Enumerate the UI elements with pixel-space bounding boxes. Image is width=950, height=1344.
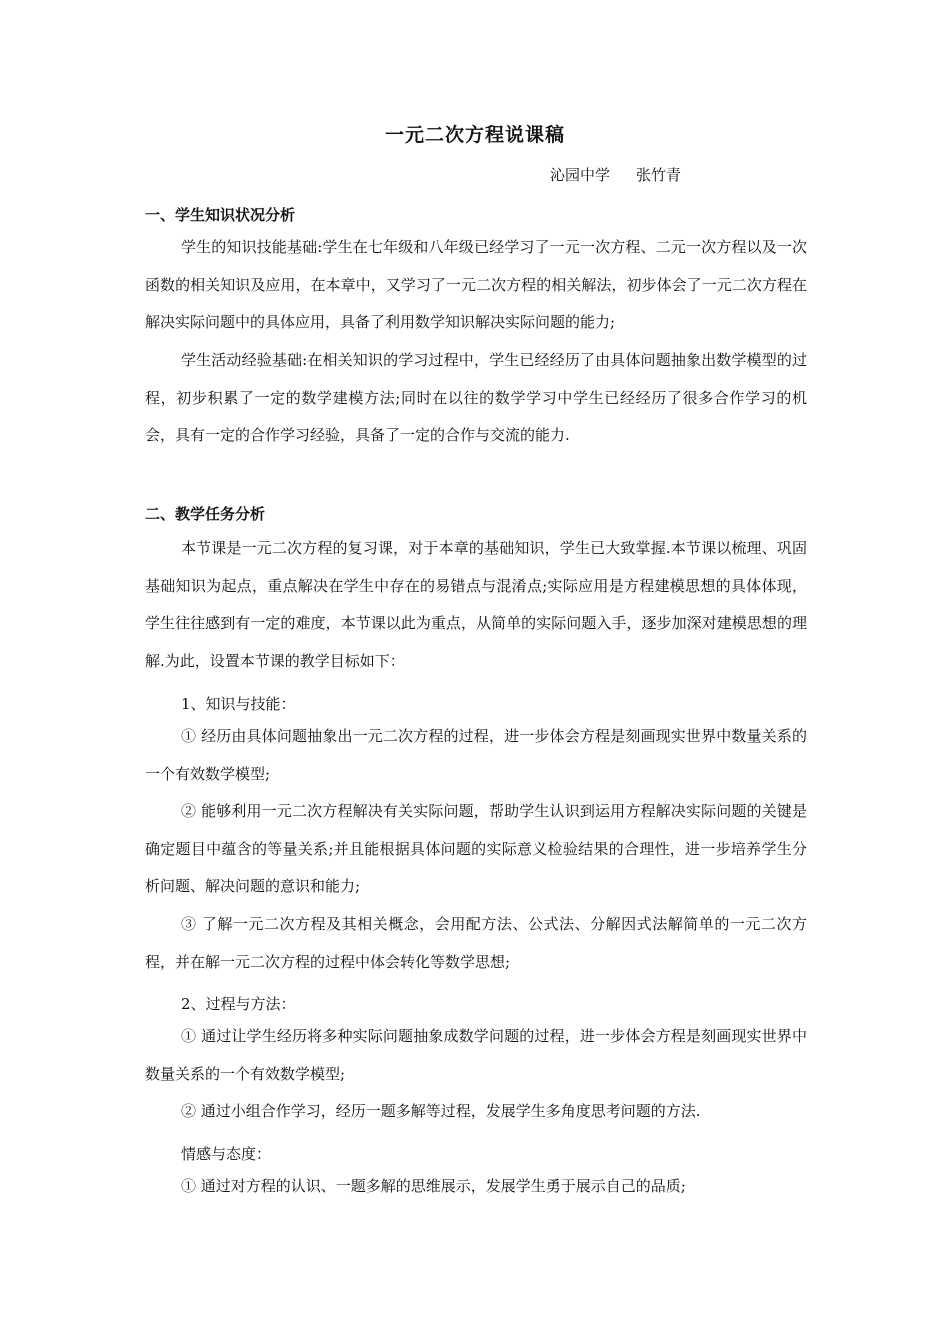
school-name: 沁园中学: [550, 166, 611, 184]
paragraph-knowledge-foundation: 学生的知识技能基础:学生在七年级和八年级已经学习了一元一次方程、二元一次方程以及一次函数的相关知识及应用，在本章中，又学习了一元二次方程的相关解法，初步体会了一元二次方程在解决实际问题中的具体应用，具备了利用数学知识解决实际问题的能力;: [145, 238, 807, 332]
document-title: 一元二次方程说课稿: [384, 124, 565, 146]
goal-item-process-2: ② 通过小组合作学习，经历一题多解等过程，发展学生多角度思考问题的方法.: [181, 1102, 701, 1120]
author-name: 张竹青: [636, 166, 682, 184]
goal-heading-emotion-attitude: 情感与态度：: [181, 1145, 272, 1163]
goal-item-knowledge-2: ② 能够利用一元二次方程解决有关实际问题，帮助学生认识到运用方程解决实际问题的关键是确定题目中蕴含的等量关系;并且能根据具体问题的实际意义检验结果的合理性，进一步培养学生分析问题、解决问题的意识和能力;: [145, 802, 807, 896]
goal-heading-process-methods: 2、过程与方法：: [181, 995, 296, 1013]
goal-item-knowledge-3: ③ 了解一元二次方程及其相关概念，会用配方法、公式法、分解因式法解简单的一元二次方程，并在解一元二次方程的过程中体会转化等数学思想;: [145, 915, 807, 971]
paragraph-activity-experience: 学生活动经验基础:在相关知识的学习过程中，学生已经经历了由具体问题抽象出数学模型的过程，初步积累了一定的数学建模方法;同时在以往的数学学习中学生已经经历了很多合作学习的机会，具有一定的合作学习经验，具备了一定的合作与交流的能力.: [145, 351, 807, 445]
goal-item-process-1: ① 通过让学生经历将多种实际问题抽象成数学问题的过程，进一步体会方程是刻画现实世界中数量关系的一个有效数学模型;: [145, 1027, 807, 1083]
section-heading-student-analysis: 一、学生知识状况分析: [145, 206, 296, 224]
goal-item-emotion-1: ① 通过对方程的认识、一题多解的思维展示，发展学生勇于展示自己的品质;: [181, 1177, 686, 1195]
section-heading-task-analysis: 二、教学任务分析: [145, 505, 266, 523]
goal-item-knowledge-1: ① 经历由具体问题抽象出一元二次方程的过程，进一步体会方程是刻画现实世界中数量关系的一个有效数学模型;: [145, 727, 807, 783]
goal-heading-knowledge-skills: 1、知识与技能：: [181, 695, 296, 713]
byline: [550, 164, 681, 185]
paragraph-lesson-overview: 本节课是一元二次方程的复习课，对于本章的基础知识，学生已大致掌握.本节课以梳理、巩固基础知识为起点，重点解决在学生中存在的易错点与混淆点;实际应用是方程建模思想的具体体现，学生往往感到有一定的难度，本节课以此为重点，从简单的实际问题入手，逐步加深对建模思想的理解.为此，设置本节课的教学目标如下：: [145, 539, 807, 670]
